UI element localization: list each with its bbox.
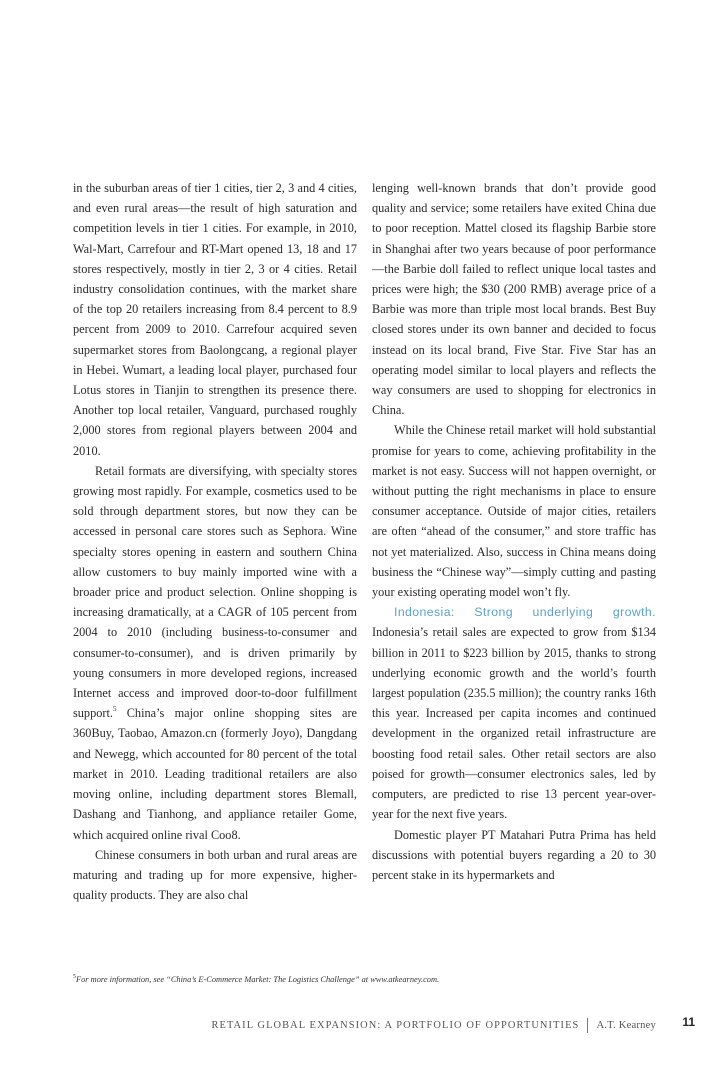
- body-paragraph: lenging well-known brands that don’t provide good quality and service; some retailers have exited China due to poor reception. Mattel closed its flagship Barbie store in Shanghai after two years because of poor performance—the Barbie doll failed to reflect unique local tastes and prices were high; the $30 (200 RMB) average price of a Barbie was more than triple most local brands. Best Buy closed stores under its own banner and decided to focus instead on its local brand, Five Star. Five Star has an operating model similar to local players and reflects the way consumers are used to shopping for electronics in China.: [372, 181, 656, 418]
- footnote: [73, 974, 663, 984]
- company-name: A.T. Kearney: [596, 1020, 656, 1031]
- body-paragraph: in the suburban areas of tier 1 cities, tier 2, 3 and 4 cities, and even rural areas—the result of high saturation and competition levels in tier 1 cities. For example, in 2010, Wal-Mart, Carrefour and RT-Mart opened 13, 18 and 17 stores respectively, mostly in tier 2, 3 or 4 cities. Retail industry consolidation continues, with the market share of the top 20 retailers increasing from 8.4 percent to 8.9 percent from 2009 to 2010. Carrefour acquired seven supermarket stores from Baolongcang, a regional player in Hebei. Wumart, a leading local player, purchased four Lotus stores in Tianjin to strengthen its presence there. Another top local retailer, Vanguard, purchased roughly 2,000 stores from regional players between 2004 and 2010.: [73, 181, 357, 458]
- report-title: RETAIL GLOBAL EXPANSION: A PORTFOLIO OF OPPORTUNITIES: [211, 1020, 580, 1031]
- page-footer: [211, 1018, 656, 1033]
- footer-divider: [587, 1018, 588, 1033]
- body-paragraph: While the Chinese retail market will hold substantial promise for years to come, achieving profitability in the market is not easy. Success will not happen overnight, or without putting the right mechanisms in place to ensure consumer acceptance. Outside of major cities, retailers are often “ahead of the consumer,” and store traffic has not yet materialized. Also, success in China means doing business the “Chinese way”—simply cutting and pasting your existing operating model won’t fly.: [372, 423, 656, 600]
- body-paragraph: Domestic player PT Matahari Putra Prima has held discussions with potential buyers regarding a 20 to 30 percent stake in its hypermarkets and: [372, 827, 656, 882]
- body-text: Indonesia’s retail sales are expected to grow from $134 billion in 2011 to $223 billion by 2015, thanks to strong underlying economic growth and the world’s fourth largest population (235.5 million); the country ranks 16th this year. Increased per capita incomes and continued development in the organized retail infrastructure are boosting food retail sales. Other retail sectors are also poised for growth—consumer electronics sales, led by computers, are predicted to rise 13 percent year-over-year for the next five years.: [372, 625, 656, 822]
- body-paragraph: [372, 602, 656, 824]
- section-subhead: Indonesia: Strong underlying growth.: [394, 605, 656, 620]
- page-number: 11: [682, 1015, 695, 1029]
- footnote-text: For more information, see “China’s E-Commerce Market: The Logistics Challenge” at www.atkearney.com.: [76, 974, 440, 984]
- body-paragraph: [73, 461, 357, 845]
- left-column: [73, 178, 357, 905]
- right-column: [372, 178, 656, 885]
- footnote-number: 5: [73, 974, 76, 980]
- body-text: China’s major online shopping sites are 360Buy, Taobao, Amazon.cn (formerly Joyo), Dangdang and Newegg, which accounted for 80 percent of the total market in 2010. Leading traditional retailers are also moving online, including department stores Blemall, Dashang and Tianhong, and appliance retailer Gome, which acquired online rival Coo8.: [73, 706, 357, 842]
- footnote-reference[interactable]: 5: [112, 705, 117, 714]
- body-paragraph: Chinese consumers in both urban and rural areas are maturing and trading up for more expensive, higher-quality products. They are also chal: [73, 847, 357, 903]
- body-text: Retail formats are diversifying, with specialty stores growing most rapidly. For example, cosmetics used to be sold through department stores, but now they can be accessed in personal care stores such as Sephora. Wine specialty stores opening in eastern and southern China allow customers to buy mainly imported wine with a broader price and product selection. Online shopping is increasing dramatically, at a CAGR of 105 percent from 2004 to 2010 (including business-to-consumer and consumer-to-consumer), and is driven primarily by young consumers in more developed regions, increased Internet access and improved door-to-door fulfillment support.: [73, 463, 357, 721]
